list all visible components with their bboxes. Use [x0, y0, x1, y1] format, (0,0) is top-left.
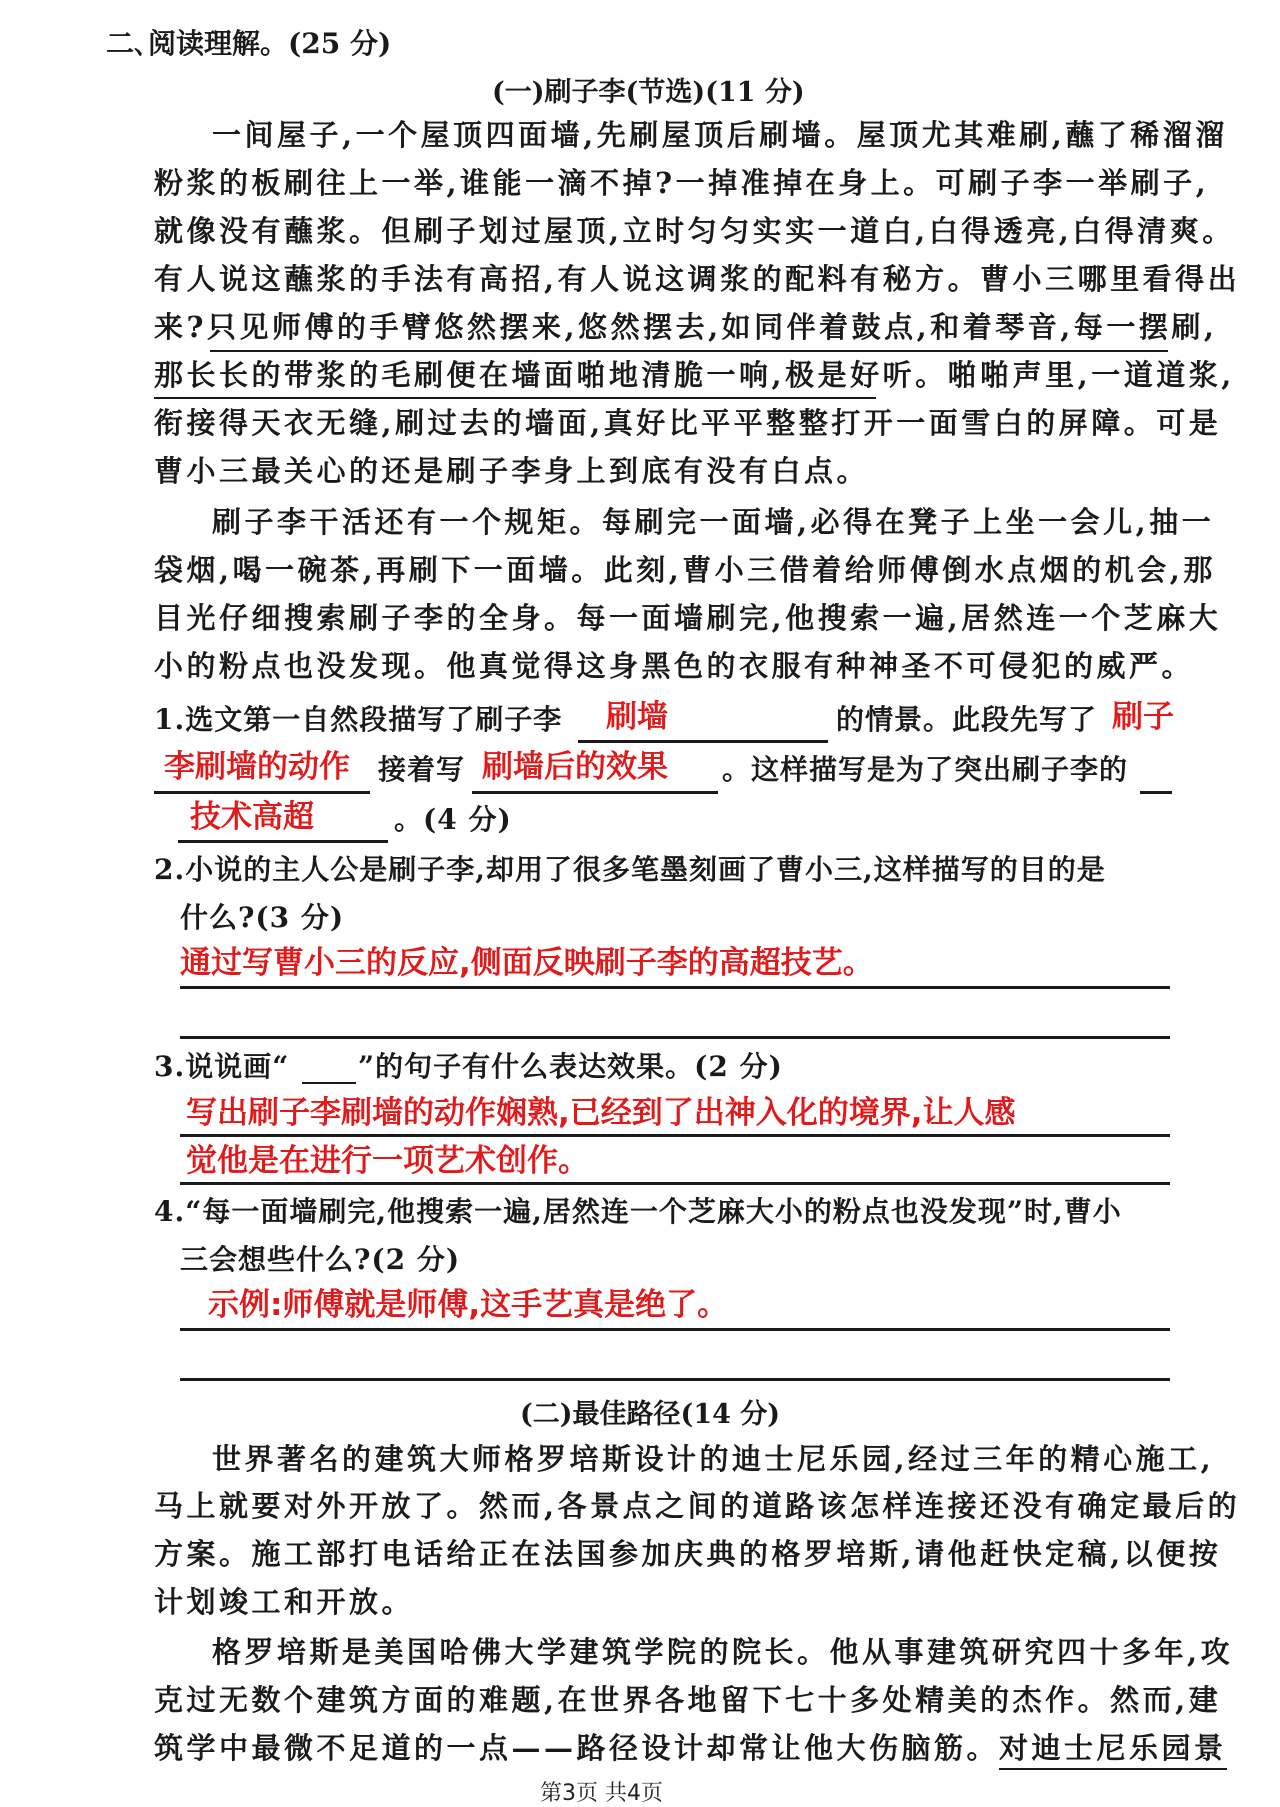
- passage1-line: 来?只见师傅的手臂悠然摆来,悠然摆去,如同伴着鼓点,和着琴音,每一摆刷,: [154, 310, 1218, 344]
- q3-answer-line: [180, 1134, 1170, 1137]
- q3-text-part2: ”的句子有什么表达效果。(2 分): [358, 1050, 783, 1083]
- passage1-line: 曹小三最关心的还是刷子李身上到底有没有白点。: [154, 454, 870, 488]
- passage1-line: 有人说这蘸浆的手法有高招,有人说这调浆的配料有秘方。曹小三哪里看得出: [154, 262, 1241, 296]
- passage2-line: 克过无数个建筑方面的难题,在世界各地留下七十多处精美的杰作。然而,建: [154, 1683, 1222, 1717]
- q4-answer-line: [180, 1328, 1170, 1331]
- q1-blank-4-start: [1140, 791, 1172, 794]
- passage2-last-line-start: 筑学中最微不足道的一点——路径设计却常让他大伤脑筋。: [154, 1731, 1000, 1765]
- passage2-title: (二)最佳路径(14 分): [520, 1399, 781, 1430]
- passage2-line: 方案。施工部打电话给正在法国参加庆典的格罗培斯,请他赶快定稿,以便按: [154, 1537, 1222, 1571]
- passage1-line: 一间屋子,一个屋顶四面墙,先刷屋顶后刷墙。屋顶尤其难刷,蘸了稀溜溜: [212, 118, 1228, 152]
- q1-blank-3: [472, 791, 718, 794]
- q1-answer-1: 刷墙: [606, 699, 668, 735]
- passage2-line: 格罗培斯是美国哈佛大学建筑学院的院长。他从事建筑研究四十多年,攻: [212, 1635, 1234, 1669]
- passage1-title: (一)刷子李(节选)(11 分): [492, 77, 805, 108]
- sentence-underline: [154, 397, 876, 399]
- q2-text-line1: 2.小说的主人公是刷子李,却用了很多笔墨刻画了曹小三,这样描写的目的是: [154, 853, 1106, 886]
- q1-answer-4: 技术高超: [190, 799, 314, 835]
- q3-text-part1: 3.说说画“: [154, 1050, 290, 1083]
- q1-text-part4: 。这样描写是为了突出刷子李的: [722, 753, 1129, 786]
- section-title: 二､阅读理解。(25 分): [106, 27, 392, 60]
- q2-answer: 通过写曹小三的反应,侧面反映刷子李的高超技艺。: [180, 945, 874, 981]
- passage2-line: 马上就要对外开放了。然而,各景点之间的道路该怎样连接还没有确定最后的: [154, 1489, 1241, 1523]
- passage1-line: 那长长的带浆的毛刷便在墙面啪地清脆一响,极是好听。啪啪声里,一道道浆,: [154, 358, 1235, 392]
- passage1-line: 就像没有蘸浆。但刷子划过屋顶,立时匀匀实实一道白,白得透亮,白得清爽。: [154, 214, 1235, 248]
- q2-answer-line: [180, 986, 1170, 989]
- q1-blank-4: [178, 840, 388, 843]
- q3-answer-line1: 写出刷子李刷墙的动作娴熟,已经到了出神入化的境界,让人感: [186, 1095, 1016, 1131]
- q3-underline-sample: [302, 1082, 356, 1084]
- q4-text-line1: 4.“每一面墙刷完,他搜索一遍,居然连一个芝麻大小的粉点也没发现”时,曹小: [154, 1195, 1122, 1228]
- q4-answer: 示例:师傅就是师傅,这手艺真是绝了。: [208, 1287, 729, 1323]
- passage1-line: 衔接得天衣无缝,刷过去的墙面,真好比平平整整打开一面雪白的屏障。可是: [154, 406, 1222, 440]
- passage2-last-line-end: 对迪士尼乐园景: [999, 1731, 1227, 1770]
- q1-answer-2b: 李刷墙的动作: [164, 749, 350, 785]
- passage1-line: 目光仔细搜索刷子李的全身。每一面墙刷完,他搜索一遍,居然连一个芝麻大: [154, 601, 1222, 635]
- q1-text-part2: 的情景。此段先写了: [836, 703, 1098, 736]
- q4-text-line2: 三会想些什么?(2 分): [180, 1243, 461, 1276]
- q2-answer-line: [180, 1036, 1170, 1039]
- q1-blank-2: [154, 791, 370, 794]
- passage1-line: 小的粉点也没发现。他真觉得这身黑色的衣服有种神圣不可侵犯的威严。: [154, 649, 1195, 683]
- sentence-underline: [210, 350, 1168, 352]
- q1-text-part5: 。(4 分): [394, 803, 512, 836]
- q1-text-part3: 接着写: [378, 753, 466, 786]
- page-footer: 第3页 共4页: [540, 1781, 663, 1806]
- passage1-line: 袋烟,喝一碗茶,再刷下一面墙。此刻,曹小三借着给师傅倒水点烟的机会,那: [154, 553, 1216, 587]
- q2-text-line2: 什么?(3 分): [180, 901, 345, 934]
- passage1-line: 刷子李干活还有一个规矩。每刷完一面墙,必得在凳子上坐一会儿,抽一: [212, 505, 1215, 539]
- q1-answer-2a: 刷子: [1112, 699, 1174, 735]
- passage2-line: [154, 1731, 1227, 1765]
- q1-text-part1: 1.选文第一自然段描写了刷子李: [154, 703, 563, 736]
- q1-blank-1: [578, 740, 828, 743]
- passage1-line: 粉浆的板刷往上一举,谁能一滴不掉?一掉准掉在身上。可刷子李一举刷子,: [154, 166, 1210, 200]
- q4-answer-line: [180, 1378, 1170, 1381]
- q3-answer-line: [180, 1182, 1170, 1185]
- passage2-line: 计划竣工和开放。: [154, 1585, 415, 1619]
- passage2-line: 世界著名的建筑大师格罗培斯设计的迪士尼乐园,经过三年的精心施工,: [212, 1442, 1215, 1476]
- q3-answer-line2: 觉他是在进行一项艺术创作。: [186, 1143, 589, 1179]
- q1-answer-3: 刷墙后的效果: [482, 749, 668, 785]
